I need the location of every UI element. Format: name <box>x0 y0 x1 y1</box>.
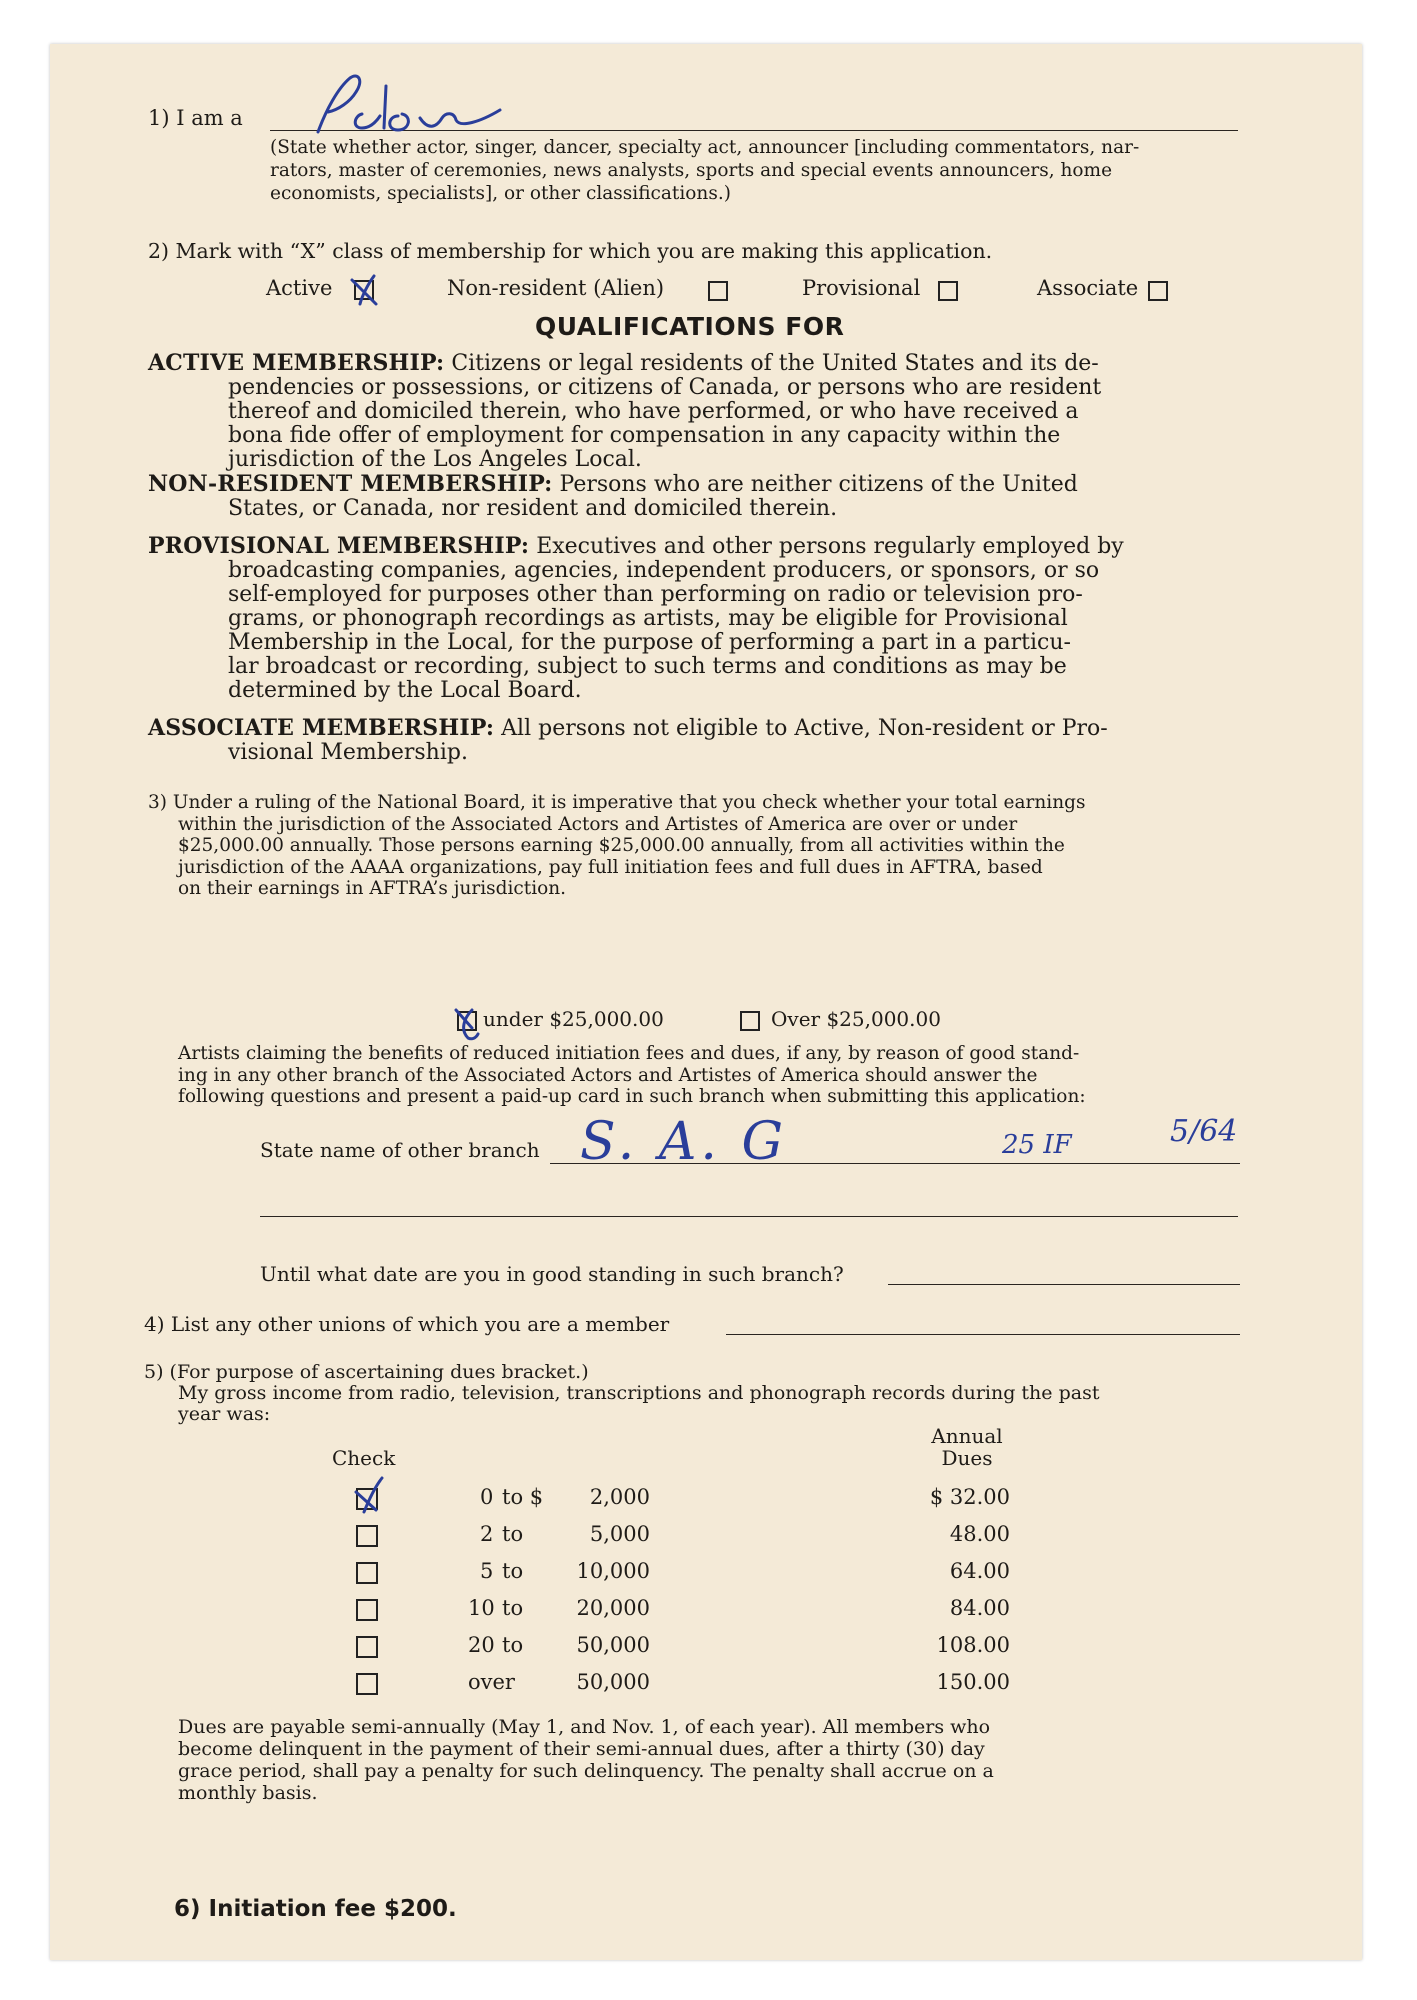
qual-nonresident-line: States, or Canada, nor resident and domiciled therein. <box>228 496 838 521</box>
q5-dues-header-1: Annual <box>931 1424 1003 1448</box>
q2-label: 2) Mark with “X” class of membership for which you are making this application. <box>148 239 993 263</box>
q5-row-to: to <box>502 1522 524 1546</box>
q3-branch-answer: S. A. G <box>580 1112 787 1172</box>
qual-nonresident <box>148 472 1248 521</box>
q3-over-checkbox[interactable] <box>740 1011 760 1031</box>
qual-provisional-line: determined by the Local Board. <box>228 678 582 703</box>
q3-artists-line: Artists claiming the benefits of reduced initiation fees and dues, if any, by reason of good stand- <box>178 1043 1080 1064</box>
qual-active-line: thereof and domiciled therein, who have performed, or who have received a <box>228 399 1079 424</box>
q5-row-from: 0 <box>480 1485 494 1509</box>
qual-provisional-line: Executives and other persons regularly employed by <box>536 534 1124 559</box>
q2-active-check-mark <box>346 270 386 308</box>
q5-check-header: Check <box>332 1446 396 1470</box>
q5-row-checkbox[interactable] <box>356 1599 378 1621</box>
qual-active-line: pendencies or possessions, or citizens of Canada, or persons who are resident <box>228 375 1102 400</box>
q5-row-amount: 50,000 <box>576 1670 650 1694</box>
qual-active-title: ACTIVE MEMBERSHIP: <box>148 350 445 376</box>
q5-row-dues: 84.00 <box>949 1596 1010 1620</box>
q5-dues-note <box>178 1716 1238 1804</box>
qual-associate <box>148 716 1248 765</box>
q3-branch-line-2[interactable] <box>260 1216 1238 1217</box>
q2-nonresident-checkbox[interactable] <box>708 281 728 301</box>
qual-active-line: jurisdiction of the Los Angeles Local. <box>228 447 642 472</box>
q5-row-from: over <box>468 1670 515 1694</box>
q5-row-from: 20 <box>468 1633 495 1657</box>
q2-option-active-label: Active <box>266 276 333 300</box>
q5-row-amount: 2,000 <box>589 1485 650 1509</box>
q5-row-to: to <box>502 1596 524 1620</box>
q1-handwritten-answer <box>280 70 510 138</box>
q2-option-nonresident-label: Non-resident (Alien) <box>447 276 665 300</box>
q5-row-checkbox[interactable] <box>356 1525 378 1547</box>
qual-provisional <box>148 534 1248 703</box>
q3-text <box>148 792 1238 900</box>
q5-row-checkbox[interactable] <box>356 1636 378 1658</box>
q3-under-label: under $25,000.00 <box>483 1007 664 1031</box>
q3-branch-label: State name of other branch <box>260 1138 540 1162</box>
q5-row-amount: 10,000 <box>576 1559 650 1583</box>
q5-row-dues: 108.00 <box>936 1633 1010 1657</box>
qual-associate-line: visional Membership. <box>228 740 468 765</box>
q1-label: 1) I am a <box>148 106 243 130</box>
qual-provisional-line: broadcasting companies, agencies, independent producers, or sponsors, or so <box>228 558 1100 583</box>
q2-option-provisional-label: Provisional <box>802 276 921 300</box>
qual-associate-line: All persons not eligible to Active, Non-resident or Pro- <box>501 716 1108 741</box>
q4-line[interactable] <box>726 1334 1240 1335</box>
q3-branch-note: 25 IF <box>1002 1130 1072 1160</box>
q3-line: jurisdiction of the AAAA organizations, pay full initiation fees and full dues in AFTRA, based <box>178 856 1043 878</box>
q3-until-line[interactable] <box>888 1284 1240 1285</box>
q3-under-check-mark <box>448 1004 482 1044</box>
q5-row-check-mark <box>346 1472 390 1516</box>
qual-provisional-line: Membership in the Local, for the purpose of performing a part in a particu- <box>228 630 1071 655</box>
q3-branch-date: 5/64 <box>1170 1114 1238 1149</box>
q4-label: 4) List any other unions of which you are a member <box>144 1312 670 1336</box>
q3-artists-text <box>178 1043 1238 1108</box>
q5-row-from: 10 <box>468 1596 495 1620</box>
q5-line-3: year was: <box>178 1403 271 1425</box>
q5-row-to: to <box>502 1633 524 1657</box>
q5-row-checkbox[interactable] <box>356 1673 378 1695</box>
q5-row-dues: 48.00 <box>949 1522 1010 1546</box>
q5-dues-note-line: monthly basis. <box>178 1782 318 1804</box>
application-page <box>50 44 1362 1960</box>
q5-row-dues: 150.00 <box>936 1670 1010 1694</box>
q1-note <box>270 136 1139 205</box>
q5-dues-note-line: become delinquent in the payment of their semi-annual dues, after a thirty (30) day <box>178 1738 985 1760</box>
q5-row-checkbox[interactable] <box>356 1562 378 1584</box>
q3-until-label: Until what date are you in good standing in such branch? <box>260 1262 844 1286</box>
q1-note-line: (State whether actor, singer, dancer, specialty act, announcer [including commentators, nar- <box>270 137 1140 158</box>
q5-row-dues: $ 32.00 <box>929 1485 1010 1509</box>
q3-line: within the jurisdiction of the Associated Actors and Artistes of America are over or under <box>178 813 1018 835</box>
q2-associate-checkbox[interactable] <box>1148 281 1168 301</box>
q5-row-from: 5 <box>480 1559 494 1583</box>
q5-row-to: to $ <box>502 1485 544 1509</box>
q5-line-1: 5) (For purpose of ascertaining dues bracket.) <box>144 1361 589 1383</box>
qual-nonresident-title: NON-RESIDENT MEMBERSHIP: <box>148 471 553 497</box>
q5-row-amount: 50,000 <box>576 1633 650 1657</box>
qual-provisional-line: self-employed for purposes other than performing on radio or television pro- <box>228 582 1083 607</box>
q2-provisional-checkbox[interactable] <box>938 281 958 301</box>
q5-line-2: My gross income from radio, television, transcriptions and phonograph records during the past <box>178 1382 1100 1404</box>
q5-row-amount: 5,000 <box>589 1522 650 1546</box>
q2-option-associate-label: Associate <box>1037 276 1139 300</box>
q5-dues-header-2: Dues <box>941 1446 993 1470</box>
q1-note-line: rators, master of ceremonies, news analysts, sports and special events announcers, home <box>270 160 1113 181</box>
q3-artists-line: ing in any other branch of the Associated Actors and Artistes of America should answer the <box>178 1064 1038 1086</box>
qualifications-heading: QUALIFICATIONS FOR <box>535 312 845 341</box>
q5-row-amount: 20,000 <box>576 1596 650 1620</box>
q3-artists-line: following questions and present a paid-up card in such branch when submitting this application: <box>178 1086 1086 1107</box>
q6-initiation-fee: 6) Initiation fee $200. <box>174 1896 457 1922</box>
q3-over-label: Over $25,000.00 <box>771 1007 941 1031</box>
q5-row-dues: 64.00 <box>949 1559 1010 1583</box>
qual-provisional-title: PROVISIONAL MEMBERSHIP: <box>148 533 530 559</box>
q5-dues-note-line: Dues are payable semi-annually (May 1, and Nov. 1, of each year). All members who <box>178 1716 991 1738</box>
q1-note-line: economists, specialists], or other classifications.) <box>270 183 731 204</box>
qual-provisional-line: lar broadcast or recording, subject to such terms and conditions as may be <box>228 654 1067 679</box>
qual-associate-title: ASSOCIATE MEMBERSHIP: <box>148 715 495 741</box>
qual-provisional-line: grams, or phonograph recordings as artists, may be eligible for Provisional <box>228 606 1068 631</box>
qual-active-line: Citizens or legal residents of the United States and its de- <box>451 351 1099 376</box>
qual-active <box>148 351 1248 472</box>
q5-dues-note-line: grace period, shall pay a penalty for such delinquency. The penalty shall accrue on a <box>178 1760 994 1782</box>
q5-row-to: to <box>502 1559 524 1583</box>
q3-line: 3) Under a ruling of the National Board, it is imperative that you check whether your total earnings <box>148 792 1086 813</box>
q3-line: on their earnings in AFTRA’s jurisdiction. <box>178 878 567 899</box>
q3-line: $25,000.00 annually. Those persons earning $25,000.00 annually, from all activities within the <box>178 835 1065 856</box>
qual-nonresident-line: Persons who are neither citizens of the United <box>559 472 1078 497</box>
q5-row-from: 2 <box>480 1522 494 1546</box>
qual-active-line: bona fide offer of employment for compensation in any capacity within the <box>228 423 1061 448</box>
